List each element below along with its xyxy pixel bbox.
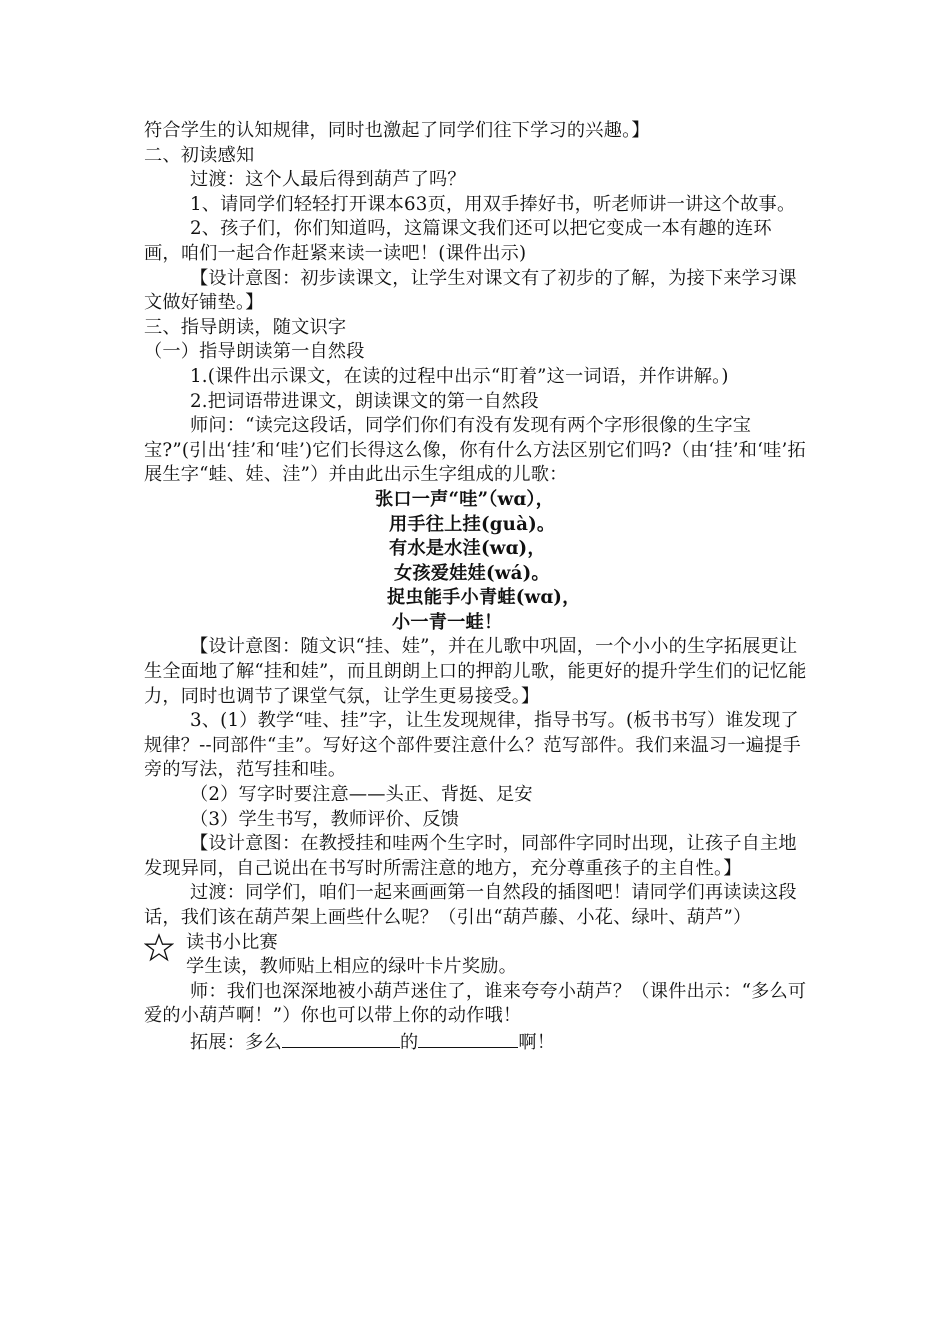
rhyme-line: 用手往上挂(guà)。 — [389, 513, 556, 535]
paragraph: 学生读，教师贴上相应的绿叶卡片奖励。 — [186, 956, 517, 978]
paragraph: 2.把词语带进课文，朗读课文的第一自然段 — [190, 390, 539, 412]
section-heading: 二、初读感知 — [144, 144, 255, 166]
document-body — [144, 119, 808, 1056]
design-intent-note: 【设计意图：随文识“挂、娃”，并在儿歌中巩固，一个小小的生字拓展更让生全面地了解“挂和娃”，而且朗朗上口的押韵儿歌，能更好的提升学生们的记忆能力，同时也调节了课堂气氛，让学生更易接受。】 — [144, 636, 807, 707]
paragraph: 符合学生的认知规律，同时也激起了同学们往下学习的兴趣。】 — [144, 120, 650, 141]
rhyme-line: 捉虫能手小青蛙(wɑ)， — [387, 587, 581, 609]
reading-contest — [144, 931, 808, 980]
rhyme-line: 有水是水洼(wɑ)， — [389, 538, 546, 560]
paragraph: 师问：“读完这段话，同学们你们有没有发现有两个字形很像的生字宝宝?”(引出‘挂’和‘哇’)它们长得这么像，你有什么方法区别它们吗?（由‘挂’和‘哇’拓展生字“蛙、娃、洼”）并由此出示生字组成的儿歌： — [144, 415, 806, 486]
paragraph: 过渡：这个人最后得到葫芦了吗？ — [190, 169, 466, 191]
paragraph: （2）写字时要注意——头正、背挺、足安 — [190, 784, 533, 806]
exercise-text: 拓展：多么 — [190, 1031, 282, 1053]
exercise-text: 啊！ — [518, 1031, 556, 1053]
design-intent-note: 【设计意图：初步读课文，让学生对课文有了初步的了解，为接下来学习课文做好铺垫。】 — [144, 267, 797, 314]
rhyme-line: 张口一声“哇”（wɑ）， — [375, 488, 554, 510]
paragraph: 2、孩子们，你们知道吗，这篇课文我们还可以把它变成一本有趣的连环画，咱们一起合作赶紧来读一读吧！(课件出示) — [144, 218, 772, 264]
contest-title: 读书小比赛 — [186, 931, 278, 953]
paragraph: 师：我们也深深地被小葫芦迷住了，谁来夸夸小葫芦？（课件出示：“多么可爱的小葫芦啊！”）你也可以带上你的动作哦！ — [144, 980, 807, 1027]
rhyme-line: 女孩爱娃娃(wá)。 — [394, 562, 550, 584]
section-heading: 三、指导朗读，随文识字 — [144, 316, 347, 338]
paragraph: 1、请同学们轻轻打开课本63页，用双手捧好书，听老师讲一讲这个故事。 — [190, 193, 796, 215]
paragraph: 1.(课件出示课文，在读的过程中出示“盯着”这一词语，并作讲解。) — [190, 365, 729, 387]
extension-exercise — [144, 1029, 808, 1056]
design-intent-note: 【设计意图：在教授挂和哇两个生字时，同部件字同时出现，让孩子自主地发现异同，自己说出在书写时所需注意的地方，充分尊重孩子的主自性。】 — [144, 833, 797, 879]
subsection-heading: （一）指导朗读第一自然段 — [144, 341, 365, 363]
paragraph: （3）学生书写，教师评价、反馈 — [190, 808, 460, 830]
fill-blank — [418, 1029, 518, 1048]
paragraph: 过渡：同学们，咱们一起来画画第一自然段的插图吧！请同学们再读读这段话，我们该在葫芦架上画些什么呢？（引出“葫芦藤、小花、绿叶、葫芦”） — [144, 882, 797, 928]
children-rhyme — [144, 488, 808, 636]
fill-blank — [282, 1029, 400, 1048]
star-icon — [144, 933, 174, 963]
exercise-text: 的 — [399, 1031, 419, 1053]
rhyme-line: 小一青一蛙！ — [392, 611, 503, 633]
paragraph: 3、(1）教学“哇、挂”字，让生发现规律，指导书写。(板书书写）谁发现了规律？--同部件“圭”。写好这个部件要注意什么？范写部件。我们来温习一遍提手旁的写法，范写挂和哇。 — [144, 710, 801, 781]
